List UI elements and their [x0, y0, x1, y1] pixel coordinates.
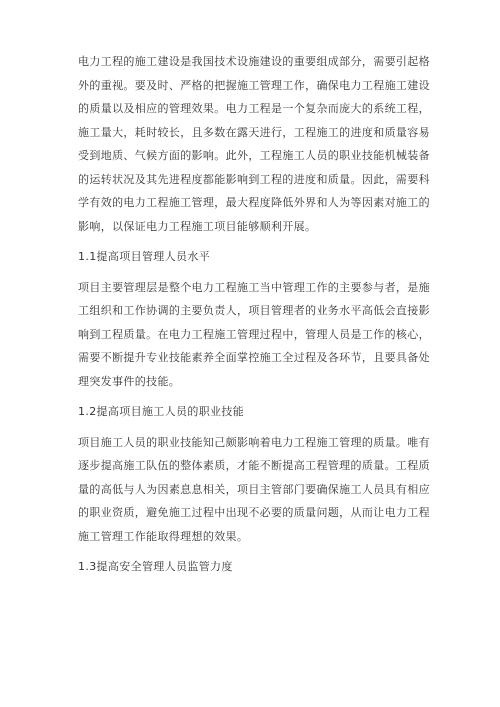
section-heading-1-1: 1.1提高项目管理人员水平 — [78, 250, 211, 263]
spacer — [78, 269, 430, 276]
section-body-1-1: 项目主要管理层是整个电力工程施工当中管理工作的主要参与者，是施工组织和工作协调的主要负责人，项目管理者的业务水平高低会直接影响到工程质量。在电力工程施工管理过程中，管理人员是工作的核心，需要不断提升专业技能素养全面掌控施工全过程及各环节，且要具备处理突发事件的技能。 — [78, 280, 430, 388]
spacer — [78, 393, 430, 400]
section-heading-1-3: 1.3提高安全管理人员监管力度 — [78, 560, 233, 573]
section-body-1-2: 项目施工人员的职业技能知己颇影响着电力工程施工管理的质量。唯有逐步提高施工队伍的整体素质，才能不断提高工程管理的质量。工程质量的高低与人为因素息息相关，项目主管部门要确保施工人员具有相应的职业资质，避免施工过程中出现不必要的质量问题，从而让电力工程施工管理工作能取得理想的效果。 — [78, 435, 430, 543]
spacer — [78, 548, 430, 555]
document-page — [78, 50, 430, 579]
intro-paragraph: 电力工程的施工建设是我国技术设施建设的重要组成部分，需要引起格外的重视。要及时、严格的把握施工管理工作，确保电力工程施工建设的质量以及相应的管理效果。电力工程是一个复杂而庞大的系统工程，施工量大，耗时较长，且多数在露天进行，工程施工的进度和质量容易受到地质、气候方面的影响。此外，工程施工人员的职业技能机械装备的运转状况及其先进程度都能影响到工程的进度和质量。因此，需要科学有效的电力工程施工管理，最大程度降低外界和人为等因素对施工的影响，以保证电力工程施工项目能够顺利开展。 — [78, 55, 430, 233]
spacer — [78, 238, 430, 245]
spacer — [78, 424, 430, 431]
section-heading-1-2: 1.2提高项目施工人员的职业技能 — [78, 405, 245, 418]
